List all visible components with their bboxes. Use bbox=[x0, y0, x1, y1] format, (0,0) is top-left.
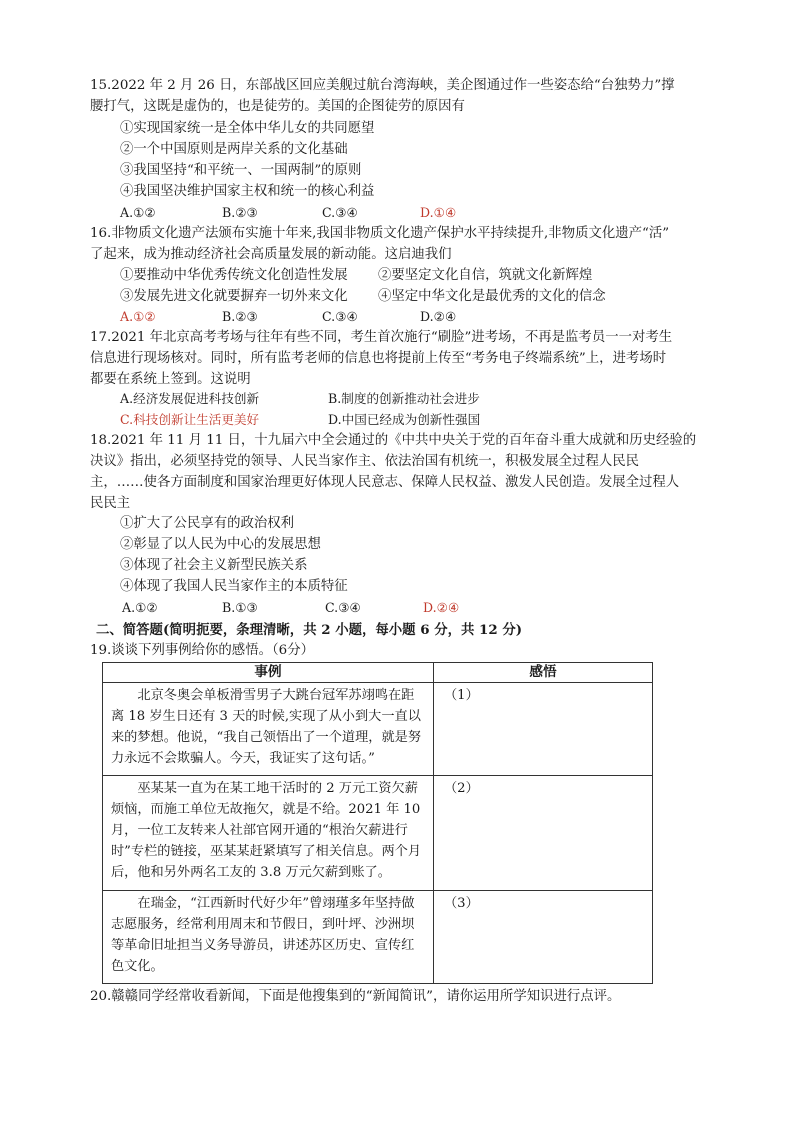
q17-stem-line2: 信息进行现场核对。同时，所有监考老师的信息也将提前上传至“考务电子终端系统”上，进考场时 bbox=[90, 351, 667, 366]
q19-stem: 19.谈谈下列事例给你的感悟。（6分） bbox=[90, 643, 314, 658]
q18-stem-line1: 18.2021 年 11 月 11 日，十九届六中全会通过的《中共中央关于党的百年奋斗重大成就和历史经验的 bbox=[90, 433, 697, 448]
q18-item-2: ②彰显了以人民为中心的发展思想 bbox=[120, 537, 321, 552]
q15-option-b: B.②③ bbox=[222, 205, 258, 220]
answer-field-2[interactable]: （2） bbox=[434, 776, 653, 891]
answer-field-1[interactable]: （1） bbox=[434, 683, 653, 776]
header-feeling: 感悟 bbox=[434, 663, 653, 683]
q16-option-d: D.②④ bbox=[420, 309, 457, 324]
q18-item-3: ③体现了社会主义新型民族关系 bbox=[120, 558, 308, 573]
table-header-row bbox=[103, 663, 653, 683]
table-row bbox=[103, 683, 653, 776]
q18-item-4: ④体现了我国人民当家作主的本质特征 bbox=[120, 579, 348, 594]
answer-field-3[interactable]: （3） bbox=[434, 891, 653, 984]
q19-case-table bbox=[102, 662, 653, 984]
case-2-text: 巫某某一直为在某工地干活时的 2 万元工资欠薪烦恼，而施工单位无故拖欠，就是不给。2021 年 10 月，一位工友转来人社部官网开通的“根治欠薪进行时”专栏的链接，巫某某赶紧填写了相关信息。两个月后，他和另外两名工友的 3.8 万元欠薪到账了。 bbox=[103, 776, 434, 891]
q18-stem-line3: 主，……使各方面制度和国家治理更好体现人民意志、保障人民权益、激发人民创造。发展全过程人 bbox=[90, 475, 680, 490]
table-row bbox=[103, 891, 653, 984]
q18-option-b: B.①③ bbox=[222, 600, 258, 615]
q18-stem-line4: 民民主 bbox=[90, 496, 131, 511]
q17-option-b: B.制度的创新推动社会进步 bbox=[328, 391, 480, 406]
table-row bbox=[103, 776, 653, 891]
q18-option-a: A.①② bbox=[122, 600, 158, 615]
q15-item-4: ④我国坚决维护国家主权和统一的核心利益 bbox=[120, 184, 375, 199]
q15-item-2: ②一个中国原则是两岸关系的文化基础 bbox=[120, 142, 348, 157]
q18-option-c: C.③④ bbox=[325, 600, 361, 615]
q17-option-a: A.经济发展促进科技创新 bbox=[120, 391, 260, 406]
section-2-heading: 二、简答题(简明扼要，条理清晰，共 2 小题，每小题 6 分，共 12 分) bbox=[96, 622, 523, 638]
q15-option-d-answer: D.①④ bbox=[420, 205, 457, 220]
q16-stem-line2: 了起来，成为推动经济社会高质量发展的新动能。这启迪我们 bbox=[90, 247, 452, 262]
q17-stem-line1: 17.2021 年北京高考考场与往年有些不同，考生首次施行“刷脸”进考场，不再是监考员一一对考生 bbox=[90, 330, 673, 345]
q16-item-1: ①要推动中华优秀传统文化创造性发展 bbox=[120, 268, 348, 283]
q16-item-3: ③发展先进文化就要摒弃一切外来文化 bbox=[120, 289, 348, 304]
q17-option-d: D.中国已经成为创新性强国 bbox=[328, 412, 481, 427]
q16-item-2: ②要坚定文化自信，筑就文化新辉煌 bbox=[378, 268, 593, 283]
q18-stem-line2: 决议》指出，必须坚持党的领导、人民当家作主、依法治国有机统一，积极发展全过程人民民 bbox=[90, 454, 640, 469]
q16-option-b: B.②③ bbox=[222, 309, 258, 324]
q18-item-1: ①扩大了公民享有的政治权利 bbox=[120, 516, 295, 531]
q15-option-a: A.①② bbox=[120, 205, 156, 220]
q20-stem: 20.赣赣同学经常收看新闻，下面是他搜集到的“新闻简讯”，请你运用所学知识进行点评。 bbox=[90, 989, 621, 1004]
q17-option-c-answer: C.科技创新让生活更美好 bbox=[120, 412, 260, 427]
q16-item-4: ④坚定中华文化是最优秀的文化的信念 bbox=[378, 289, 606, 304]
q16-option-a-answer: A.①② bbox=[120, 309, 156, 324]
q15-stem-line2: 腰打气，这既是虚伪的，也是徒劳的。美国的企图徒劳的原因有 bbox=[90, 99, 465, 114]
q18-option-d-answer: D.②④ bbox=[423, 600, 460, 615]
header-case: 事例 bbox=[103, 663, 434, 683]
q15-option-c: C.③④ bbox=[322, 205, 358, 220]
q15-item-3: ③我国坚持“和平统一、一国两制”的原则 bbox=[120, 163, 362, 178]
q15-stem-line1: 15.2022 年 2 月 26 日，东部战区回应美舰过航台湾海峡，美企图通过作一些姿态给“台独势力”撑 bbox=[90, 78, 675, 93]
case-3-text: 在瑞金，“江西新时代好少年”曾翊瑾多年坚持做志愿服务，经常利用周末和节假日，到叶坪、沙洲坝等革命旧址担当义务导游员，讲述苏区历史、宣传红色文化。 bbox=[103, 891, 434, 984]
q16-option-c: C.③④ bbox=[322, 309, 358, 324]
q17-stem-line3: 都要在系统上签到。这说明 bbox=[90, 372, 251, 387]
case-1-text: 北京冬奥会单板滑雪男子大跳台冠军苏翊鸣在距离 18 岁生日还有 3 天的时候,实现了从小到大一直以来的梦想。他说，“我自己领悟出了一个道理，就是努力永远不会欺骗人。今天，我证实了这句话。” bbox=[103, 683, 434, 776]
q15-item-1: ①实现国家统一是全体中华儿女的共同愿望 bbox=[120, 121, 375, 136]
q16-stem-line1: 16.非物质文化遗产法颁布实施十年来,我国非物质文化遗产保护水平持续提升,非物质文化遗产“活” bbox=[90, 226, 670, 241]
